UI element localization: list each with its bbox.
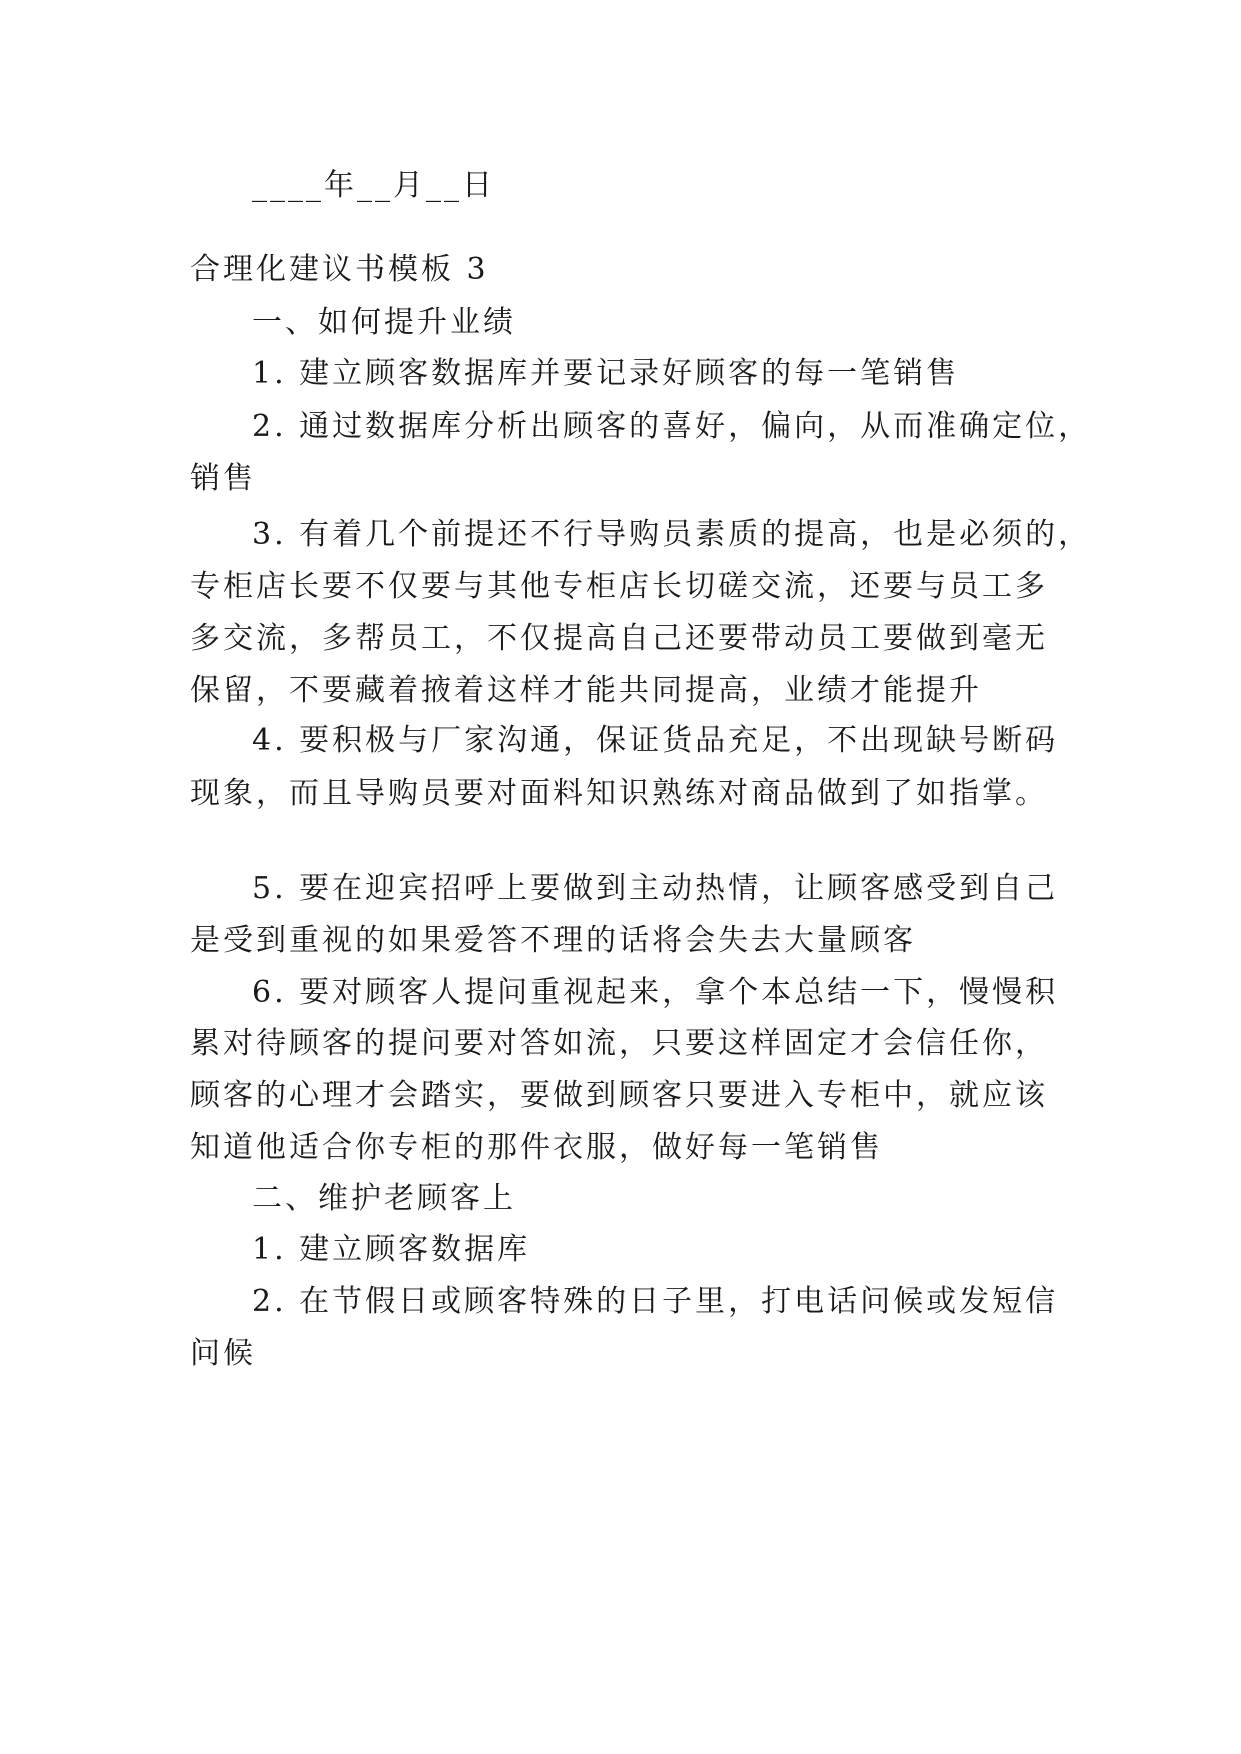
section1-item1: 1. 建立顾客数据库并要记录好顾客的每一笔销售 — [252, 356, 960, 391]
section1-item4-line2: 现象，而且导购员要对面料知识熟练对商品做到了如指掌。 — [190, 776, 1048, 811]
section1-heading: 一、如何提升业绩 — [252, 305, 516, 340]
section2-heading: 二、维护老顾客上 — [252, 1181, 516, 1216]
section1-item3-line2: 专柜店长要不仅要与其他专柜店长切磋交流，还要与员工多 — [190, 569, 1048, 604]
section2-item2-line2: 问候 — [190, 1336, 256, 1371]
section1-item2-line2: 销售 — [190, 461, 256, 496]
section1-item5-line1: 5. 要在迎宾招呼上要做到主动热情，让顾客感受到自己 — [252, 871, 1059, 906]
section1-item6-line4: 知道他适合你专柜的那件衣服，做好每一笔销售 — [190, 1130, 883, 1165]
section1-item3-line3: 多交流，多帮员工，不仅提高自己还要带动员工要做到毫无 — [190, 621, 1048, 656]
section1-item2-line1: 2. 通过数据库分析出顾客的喜好，偏向，从而准确定位， — [252, 409, 1092, 444]
date-line: ____年__月__日 — [252, 168, 495, 203]
section2-item2-line1: 2. 在节假日或顾客特殊的日子里，打电话问候或发短信 — [252, 1284, 1059, 1319]
section1-item3-line4: 保留，不要藏着掖着这样才能共同提高，业绩才能提升 — [190, 673, 982, 708]
section1-item3-line1: 3. 有着几个前提还不行导购员素质的提高，也是必须的， — [252, 517, 1092, 552]
section1-item6-line2: 累对待顾客的提问要对答如流，只要这样固定才会信任你， — [190, 1026, 1048, 1061]
section1-item6-line1: 6. 要对顾客人提问重视起来，拿个本总结一下，慢慢积 — [252, 975, 1059, 1010]
section1-item5-line2: 是受到重视的如果爱答不理的话将会失去大量顾客 — [190, 923, 916, 958]
section1-item6-line3: 顾客的心理才会踏实，要做到顾客只要进入专柜中，就应该 — [190, 1078, 1048, 1113]
section1-item4-line1: 4. 要积极与厂家沟通，保证货品充足，不出现缺号断码 — [252, 723, 1059, 758]
document-title: 合理化建议书模板 3 — [190, 252, 489, 287]
section2-item1: 1. 建立顾客数据库 — [252, 1232, 531, 1267]
